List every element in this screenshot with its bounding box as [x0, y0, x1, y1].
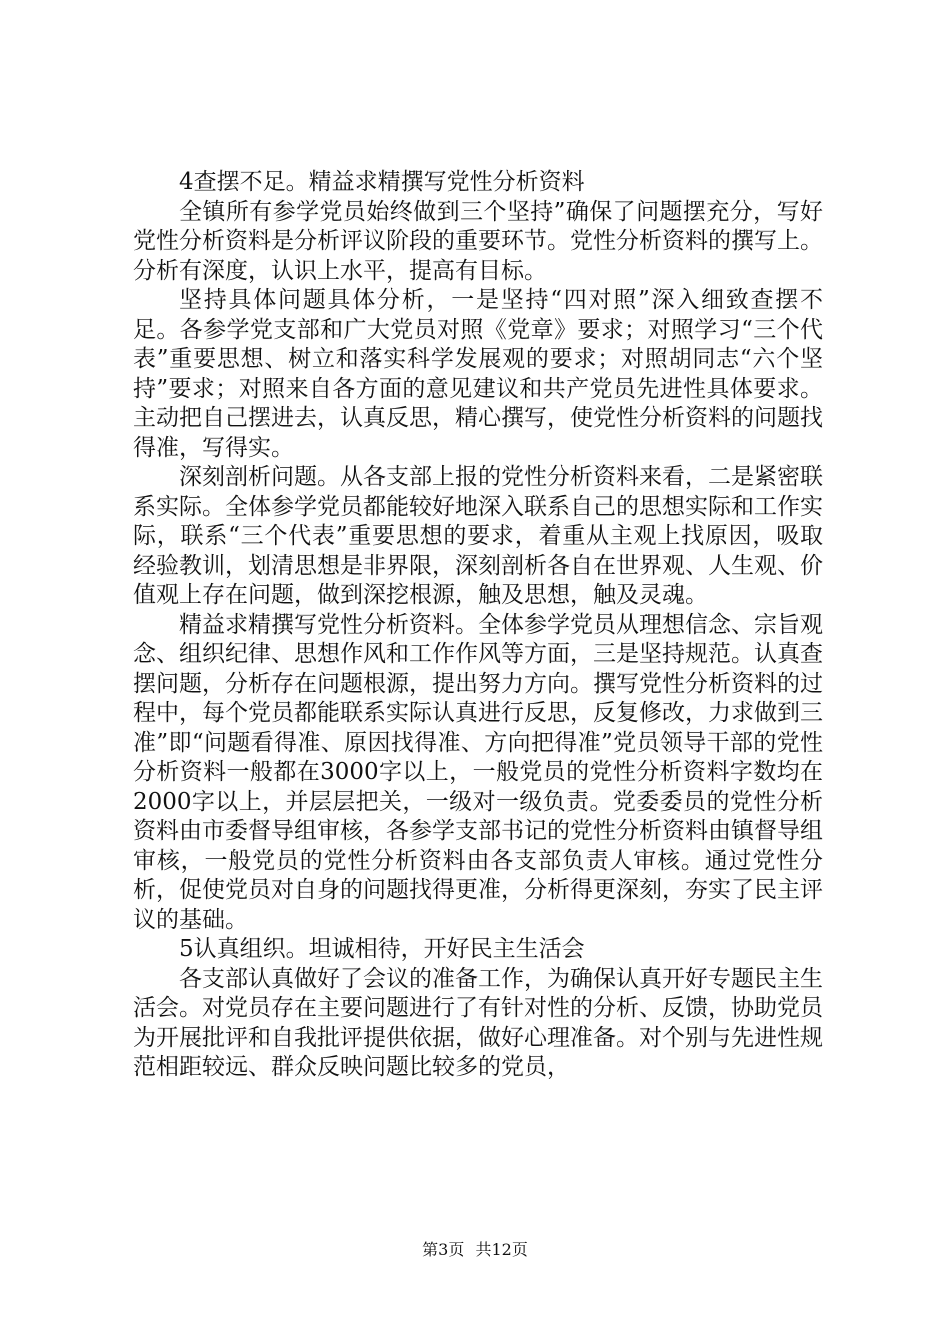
paragraph: 各支部认真做好了会议的准备工作，为确保认真开好专题民主生活会。对党员存在主要问题进行了有针对性的分析、反馈，协助党员为开展批评和自我批评提供依据，做好心理准备。对个别与先进性规范相距较远、群众反映问题比较多的党员，: [133, 965, 823, 1080]
paragraph: 精益求精撰写党性分析资料。全体参学党员从理想信念、宗旨观念、组织纪律、思想作风和工作作风等方面，三是坚持规范。认真查摆问题，分析存在问题根源，提出努力方向。撰写党性分析资料的过程中，每个党员都能联系实际认真进行反思，反复修改，力求做到三准”即“问题看得准、原因找得准、方向把得准”党员领导干部的党性分析资料一般都在3000字以上，一般党员的党性分析资料字数均在2000字以上，并层层把关，一级对一级负责。党委委员的党性分析资料由市委督导组审核，各参学支部书记的党性分析资料由镇督导组审核，一般党员的党性分析资料由各支部负责人审核。通过党性分析，促使党员对自身的问题找得更准，分析得更深刻，夯实了民主评议的基础。: [133, 611, 823, 933]
page-total: 共12页: [475, 1240, 528, 1259]
paragraph: 深刻剖析问题。从各支部上报的党性分析资料来看，二是紧密联系实际。全体参学党员都能较好地深入联系自己的思想实际和工作实际，联系“三个代表”重要思想的要求，着重从主观上找原因，吸取经验教训，划清思想是非界限，深刻剖析各自在世界观、人生观、价值观上存在问题，做到深挖根源，触及思想，触及灵魂。: [133, 464, 823, 608]
paragraph: 全镇所有参学党员始终做到三个坚持”确保了问题摆充分，写好党性分析资料是分析评议阶段的重要环节。党性分析资料的撰写上。分析有深度，认识上水平，提高有目标。: [133, 198, 823, 284]
document-body: [133, 168, 823, 1083]
page-footer: [0, 1240, 950, 1260]
section-heading-5: 5认真组织。坦诚相待，开好民主生活会: [179, 936, 585, 962]
paragraph: 坚持具体问题具体分析，一是坚持“四对照”深入细致查摆不足。各参学党支部和广大党员对照《党章》要求；对照学习“三个代表”重要思想、树立和落实科学发展观的要求；对照胡同志“六个坚持”要求；对照来自各方面的意见建议和共产党员先进性具体要求。主动把自己摆进去，认真反思，精心撰写，使党性分析资料的问题找得准，写得实。: [133, 287, 823, 461]
page-number: 第3页: [422, 1240, 465, 1259]
section-heading-4: 4查摆不足。精益求精撰写党性分析资料: [179, 169, 585, 195]
